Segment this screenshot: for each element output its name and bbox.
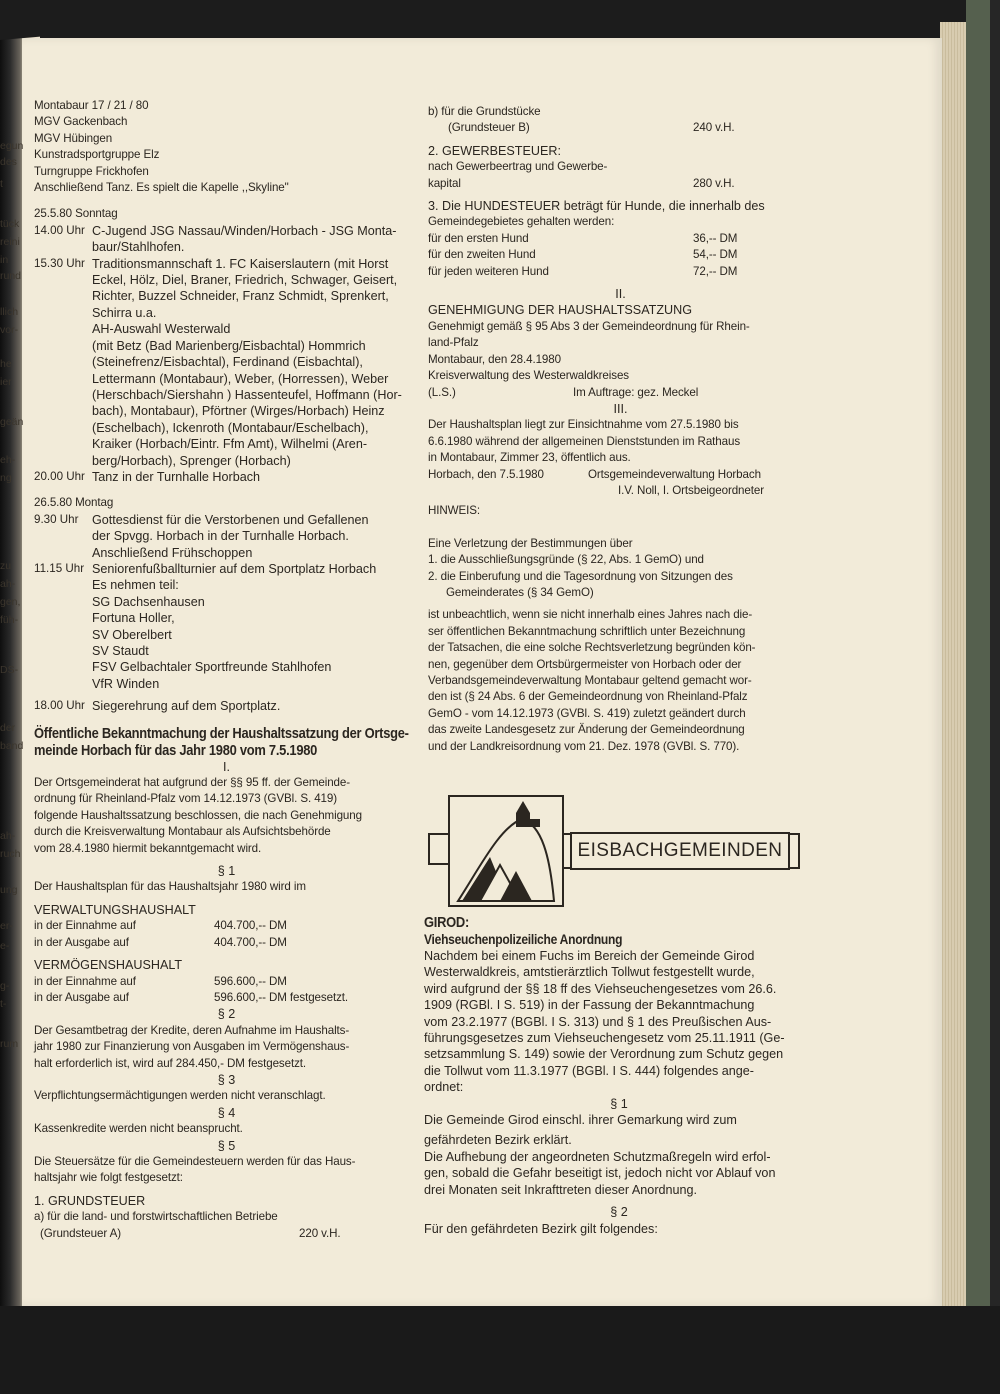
paragraph-line: Nachdem bei einem Fuchs im Bereich der Gemeinde Girod: [424, 949, 755, 963]
paragraph-line: vom 28.4.1980 hiermit bekanntgemacht wird.: [34, 841, 262, 855]
intro-line: MGV Gackenbach: [34, 115, 128, 129]
section-number: § 2: [217, 1007, 236, 1022]
previous-page-fragment: füh-: [0, 614, 19, 626]
tax-label: (Grundsteuer A): [40, 1226, 121, 1240]
previous-page-fragment: ung: [0, 884, 18, 896]
section-number: § 1: [610, 1096, 628, 1111]
section-number: § 3: [217, 1072, 236, 1087]
signature-line: Ortsgemeindeverwaltung Horbach: [588, 467, 761, 481]
previous-page-fragment: der: [0, 722, 16, 734]
tax-value: 72,-- DM: [693, 264, 738, 278]
day-heading: 25.5.80 Sonntag: [34, 207, 118, 221]
roman-numeral: II.: [615, 287, 626, 302]
tax-label: (Grundsteuer B): [448, 121, 530, 135]
paragraph-line: 1909 (RGBl. I S. 519) in der Fassung der Bekanntmachung: [424, 998, 755, 1013]
previous-page-fragment: t: [0, 178, 3, 190]
section-number: § 4: [217, 1105, 236, 1120]
paragraph-line: Kreisverwaltung des Westerwaldkreises: [428, 369, 629, 383]
paragraph-line: Die Gemeinde Girod einschl. ihrer Gemarkung wird zum: [424, 1113, 737, 1128]
event-text: bach), Montabaur), Pförtner (Wirges/Horbach) Heinz: [92, 404, 385, 419]
event-text: Kraiker (Horbach/Eintr. Ffm Amt), Wilhelmi (Aren-: [92, 437, 368, 452]
paragraph-line: ser öffentlichen Bekanntmachung schriftlich unter Bezeichnung: [428, 624, 746, 638]
paragraph-line: Für den gefährdeten Bezirk gilt folgendes:: [424, 1221, 658, 1236]
event-time: 11.15 Uhr: [34, 561, 85, 575]
event-text: (Eschelbach), Ickenroth (Montabaur/Eschelbach),: [92, 420, 369, 435]
tax-value: 240 v.H.: [693, 121, 735, 135]
paragraph-line: Der Haushaltsplan liegt zur Einsichtnahme vom 27.5.1980 bis: [428, 418, 739, 432]
right-column: [428, 104, 813, 755]
event-text: AH-Auswahl Westerwald: [92, 322, 231, 337]
previous-page-fragment: llich: [0, 306, 19, 318]
day-heading: 26.5.80 Montag: [34, 496, 114, 510]
paragraph-line: ordnet:: [424, 1080, 464, 1095]
previous-page-fragment: in: [0, 254, 9, 266]
budget-value: 404.700,-- DM: [214, 935, 287, 949]
paragraph-line: wird aufgrund der §§ 18 ff des Viehseuchengesetzes vom 26.6.: [424, 981, 777, 996]
paragraph-line: halt erforderlich ist, wird auf 284.450,- DM festgesetzt.: [34, 1056, 307, 1070]
paragraph-line: Montabaur, den 28.4.1980: [428, 352, 561, 366]
previous-page-fragment: des: [0, 156, 17, 168]
event-entry: [34, 512, 419, 561]
tax-label: kapital: [428, 176, 461, 190]
tax-label: für jeden weiteren Hund: [428, 264, 549, 278]
previous-page-fragment: he: [0, 358, 12, 370]
event-text: C-Jugend JSG Nassau/Winden/Horbach - JSG Monta-: [92, 223, 397, 238]
event-text: Seniorenfußballturnier auf dem Sportplatz Horbach: [92, 561, 377, 576]
signature-line: I.V. Noll, I. Ortsbeigeordneter: [618, 483, 764, 497]
paragraph-line: führungsgesetzes zum Viehseuchengesetz vom 25.11.1911 (Ge-: [424, 1031, 785, 1046]
event-text: (mit Betz (Bad Marienberg/Eisbachtal) Hommrich: [92, 338, 366, 353]
tax-value: 280 v.H.: [693, 176, 735, 190]
seal-label: (L.S.): [428, 385, 456, 399]
paragraph-line: die Tollwut vom 11.3.1977 (BGBl. I S. 444) folgendes ange-: [424, 1063, 754, 1078]
event-text: Tanz in der Turnhalle Horbach: [92, 469, 261, 484]
approval-title: GENEHMIGUNG DER HAUSHALTSSATZUNG: [428, 303, 693, 318]
page-stack-edge: [940, 22, 966, 1312]
previous-page-fragment: ah-: [0, 830, 16, 842]
previous-page-fragment: gen,: [0, 596, 21, 608]
previous-page-fragment: zu: [0, 560, 12, 572]
signature-line: Im Auftrage: gez. Meckel: [573, 385, 699, 399]
girod-section: [424, 914, 814, 1237]
intro-line: Montabaur 17 / 21 / 80: [34, 99, 149, 112]
intro-line: Turngruppe Frickhofen: [34, 164, 149, 178]
paragraph-line: 6.6.1980 während der allgemeinen Dienststunden im Rathaus: [428, 434, 741, 448]
section-number: § 1: [217, 864, 236, 879]
paragraph-line: gefährdeten Bezirk erklärt.: [424, 1133, 572, 1148]
event-text: Gottesdienst für die Verstorbenen und Gefallenen: [92, 512, 369, 527]
intro-list: [34, 98, 419, 196]
previous-page-fragment: e-: [0, 940, 10, 952]
tax-label: für den ersten Hund: [428, 231, 529, 245]
previous-page-fragment: er-: [0, 920, 13, 932]
hill-church-icon: [448, 795, 564, 907]
tax-label: nach Gewerbeertrag und Gewerbe-: [428, 160, 608, 174]
roman-numeral: I.: [223, 759, 230, 774]
paragraph-line: Die Aufhebung der angeordneten Schutzmaßregeln wird erfol-: [424, 1149, 771, 1164]
event-text: SV Staudt: [92, 644, 149, 658]
event-time: 9.30 Uhr: [34, 512, 79, 526]
previous-page-fragment: ier: [0, 376, 12, 388]
tax-value: 54,-- DM: [693, 248, 738, 262]
paragraph-line: haltsjahr wie folgt festgesetzt:: [34, 1171, 183, 1185]
previous-page-fragment: eh-: [0, 454, 16, 466]
paragraph-line: 3. Die HUNDESTEUER beträgt für Hunde, die innerhalb des: [428, 199, 765, 214]
event-text: Eckel, Hölz, Diel, Braner, Friedrich, Schwager, Geisert,: [92, 273, 398, 288]
event-text: Siegerehrung auf dem Sportplatz.: [92, 699, 281, 714]
girod-subtitle: Viehseuchenpolizeiliche Anordnung: [424, 931, 623, 947]
paragraph-line: Gemeindegebietes gehalten werden:: [428, 215, 615, 229]
event-text: VfR Winden: [92, 676, 160, 691]
tax-title: 2. GEWERBESTEUER:: [428, 143, 561, 158]
list-item: 1. die Ausschließungsgründe (§ 22, Abs. 1 GemO) und: [428, 553, 704, 567]
note-heading: HINWEIS:: [428, 504, 481, 518]
event-text: Lettermann (Montabaur), Weber, (Horressen), Weber: [92, 371, 389, 386]
event-time: 18.00 Uhr: [34, 699, 85, 713]
budget-label: in der Einnahme auf: [34, 974, 136, 988]
tax-label: für den zweiten Hund: [428, 248, 536, 262]
book-cover-back: [990, 0, 1000, 1320]
previous-page-fragment: tück: [0, 218, 20, 230]
paragraph-line: Verpflichtungsermächtigungen werden nicht veranschlagt.: [34, 1089, 326, 1103]
paragraph-line: gen, sobald die Gefahr beseitigt ist, jedoch nicht vor Ablauf von: [424, 1166, 776, 1181]
event-text: SV Oberelbert: [92, 627, 172, 642]
previous-page-fragment: egun: [0, 140, 24, 152]
event-text: Es nehmen teil:: [92, 578, 179, 593]
paragraph-line: drei Monaten seit Inkrafttreten dieser Anordnung.: [424, 1182, 698, 1197]
paragraph-line: der Tatsachen, die eine solche Rechtsverletzung begründen kön-: [428, 641, 756, 655]
previous-page-fragment: rund: [0, 270, 22, 282]
logo-text: EISBACHGEMEINDEN: [570, 832, 791, 870]
previous-page-fragment: t-: [0, 998, 7, 1010]
previous-page-fragment: ah-: [0, 578, 16, 590]
paragraph-line: den ist (§ 24 Abs. 6 der Gemeindeordnung von Rheinland-Pfalz: [428, 690, 748, 704]
budget-value: 596.600,-- DM festgesetzt.: [214, 990, 349, 1004]
tax-title: 1. GRUNDSTEUER: [34, 1193, 146, 1208]
tax-label: a) für die land- und forstwirtschaftlichen Betriebe: [34, 1210, 278, 1224]
paragraph-line: ordnung für Rheinland-Pfalz vom 14.12.1973 (GVBl. S. 419): [34, 792, 338, 806]
event-time: 20.00 Uhr: [34, 469, 85, 483]
event-time: 14.00 Uhr: [34, 223, 85, 237]
budget-title: VERWALTUNGSHAUSHALT: [34, 902, 196, 917]
paragraph-line: GemO - vom 14.12.1973 (GVBl. S. 419) zuletzt geändert durch: [428, 706, 746, 720]
budget-label: in der Einnahme auf: [34, 919, 136, 933]
event-time: 15.30 Uhr: [34, 256, 85, 270]
girod-title: GIROD:: [424, 914, 470, 931]
roman-numeral: III.: [613, 401, 628, 416]
tax-value: 36,-- DM: [693, 231, 738, 245]
previous-page-fragment: vor-: [0, 324, 19, 336]
paragraph-line: land-Pfalz: [428, 336, 479, 350]
previous-page-fragment: ng: [0, 472, 12, 484]
eisbachgemeinden-logo: [428, 795, 802, 905]
previous-page-fragment: DS-: [0, 664, 19, 676]
paragraph-line: Der Haushaltsplan für das Haushaltsjahr 1980 wird im: [34, 880, 306, 894]
tax-label: b) für die Grundstücke: [428, 105, 541, 118]
paragraph-line: Eine Verletzung der Bestimmungen über: [428, 536, 633, 550]
previous-page-fragment: ruch: [0, 848, 21, 860]
intro-line: Anschließend Tanz. Es spielt die Kapelle ,,Skyline": [34, 181, 289, 195]
budget-label: in der Ausgabe auf: [34, 935, 129, 949]
paragraph-line: vom 23.2.1977 (BGBl. I S. 313) und § 1 des Preußischen Aus-: [424, 1014, 772, 1029]
paragraph-line: nen, gegenüber dem Ortsbürgermeister von Horbach oder der: [428, 657, 742, 671]
book-cover-edge: [966, 0, 990, 1320]
announcement-heading: Öffentliche Bekanntmachung der Haushaltssatzung der Ortsge-: [34, 724, 409, 742]
paragraph-line: folgende Haushaltssatzung beschlossen, die nach Genehmigung: [34, 808, 362, 822]
section-number: § 5: [217, 1138, 236, 1153]
tax-value: 220 v.H.: [299, 1226, 341, 1240]
paragraph-line: Der Ortsgemeinderat hat aufgrund der §§ 95 ff. der Gemeinde-: [34, 776, 351, 790]
paragraph-line: Verbandsgemeindeverwaltung Montabaur geltend gemacht wor-: [428, 674, 752, 687]
paragraph-line: Kassenkredite werden nicht beansprucht.: [34, 1122, 243, 1136]
intro-line: Kunstradsportgruppe Elz: [34, 148, 160, 162]
previous-page-fragment: rum: [0, 1038, 19, 1050]
paragraph-line: in Montabaur, Zimmer 23, öffentlich aus.: [428, 451, 631, 465]
paragraph-line: durch die Kreisverwaltung Montabaur als Aufsichtsbehörde: [34, 825, 331, 839]
event-entry: [34, 698, 419, 714]
previous-page-fragment: geän: [0, 416, 24, 428]
budget-title: VERMÖGENSHAUSHALT: [34, 958, 183, 973]
paragraph-line: das zweite Landesgesetz zur Änderung der Gemeindeordnung: [428, 723, 745, 737]
budget-label: in der Ausgabe auf: [34, 990, 129, 1004]
paragraph-line: Genehmigt gemäß § 95 Abs 3 der Gemeindeordnung für Rhein-: [428, 319, 750, 333]
paragraph-line: Der Gesamtbetrag der Kredite, deren Aufnahme im Haushalts-: [34, 1023, 350, 1037]
event-entry: [34, 256, 419, 469]
paragraph-line: jahr 1980 zur Finanzierung von Ausgaben im Vermögenshaus-: [34, 1040, 350, 1054]
budget-value: 596.600,-- DM: [214, 974, 287, 988]
event-text: berg/Horbach), Sprenger (Horbach): [92, 453, 291, 468]
announcement-heading: meinde Horbach für das Jahr 1980 vom 7.5.1980: [34, 741, 318, 759]
event-text: Schirra u.a.: [92, 305, 157, 320]
logo-frame-left: [428, 833, 448, 865]
paragraph-line: und der Landkreisordnung vom 21. Dez. 1978 (GVBl. S. 770).: [428, 739, 740, 753]
event-text: der Spvgg. Horbach in der Turnhalle Horbach.: [92, 529, 349, 544]
left-column: [34, 98, 419, 1242]
event-text: baur/Stahlhofen.: [92, 240, 185, 255]
paragraph-line: ist unbeachtlich, wenn sie nicht innerhalb eines Jahres nach die-: [428, 608, 753, 622]
event-text: SG Dachsenhausen: [92, 594, 205, 609]
section-number: § 2: [610, 1205, 628, 1220]
budget-value: 404.700,-- DM: [214, 919, 287, 933]
event-text: Anschließend Frühschoppen: [92, 545, 253, 560]
event-entry: [34, 561, 419, 692]
paragraph-line: Die Steuersätze für die Gemeindesteuern werden für das Haus-: [34, 1154, 356, 1168]
place-date: Horbach, den 7.5.1980: [428, 467, 544, 481]
previous-page-fragment: g-: [0, 980, 10, 992]
event-text: (Herschbach/Siershahn ) Hassenteufel, Hoffmann (Hor-: [92, 387, 402, 402]
previous-page-fragment: reini: [0, 236, 20, 248]
previous-page-fragment: band: [0, 740, 24, 752]
dark-corner: [0, 0, 190, 40]
event-text: Fortuna Holler,: [92, 611, 175, 626]
event-text: (Steinefrenz/Eisbachtal), Ferdinand (Eisbachtal),: [92, 355, 363, 370]
event-text: FSV Gelbachtaler Sportfreunde Stahlhofen: [92, 660, 332, 675]
dark-background: [0, 1306, 1000, 1394]
list-item: Gemeinderates (§ 34 GemO): [446, 585, 594, 599]
intro-line: MGV Hübingen: [34, 131, 113, 145]
event-text: Richter, Buzzel Schneider, Franz Schmidt, Sprenkert,: [92, 289, 389, 304]
paragraph-line: Westerwaldkreis, amtstierärztlich Tollwut festgestellt wurde,: [424, 965, 755, 980]
event-entry: [34, 223, 419, 256]
paragraph-line: setzsammlung S. 149) sowie der Verordnung zum Schutz gegen: [424, 1047, 784, 1062]
event-text: Traditionsmannschaft 1. FC Kaiserslautern (mit Horst: [92, 256, 389, 271]
list-item: 2. die Einberufung und die Tagesordnung von Sitzungen des: [428, 569, 733, 583]
event-entry: [34, 469, 419, 485]
